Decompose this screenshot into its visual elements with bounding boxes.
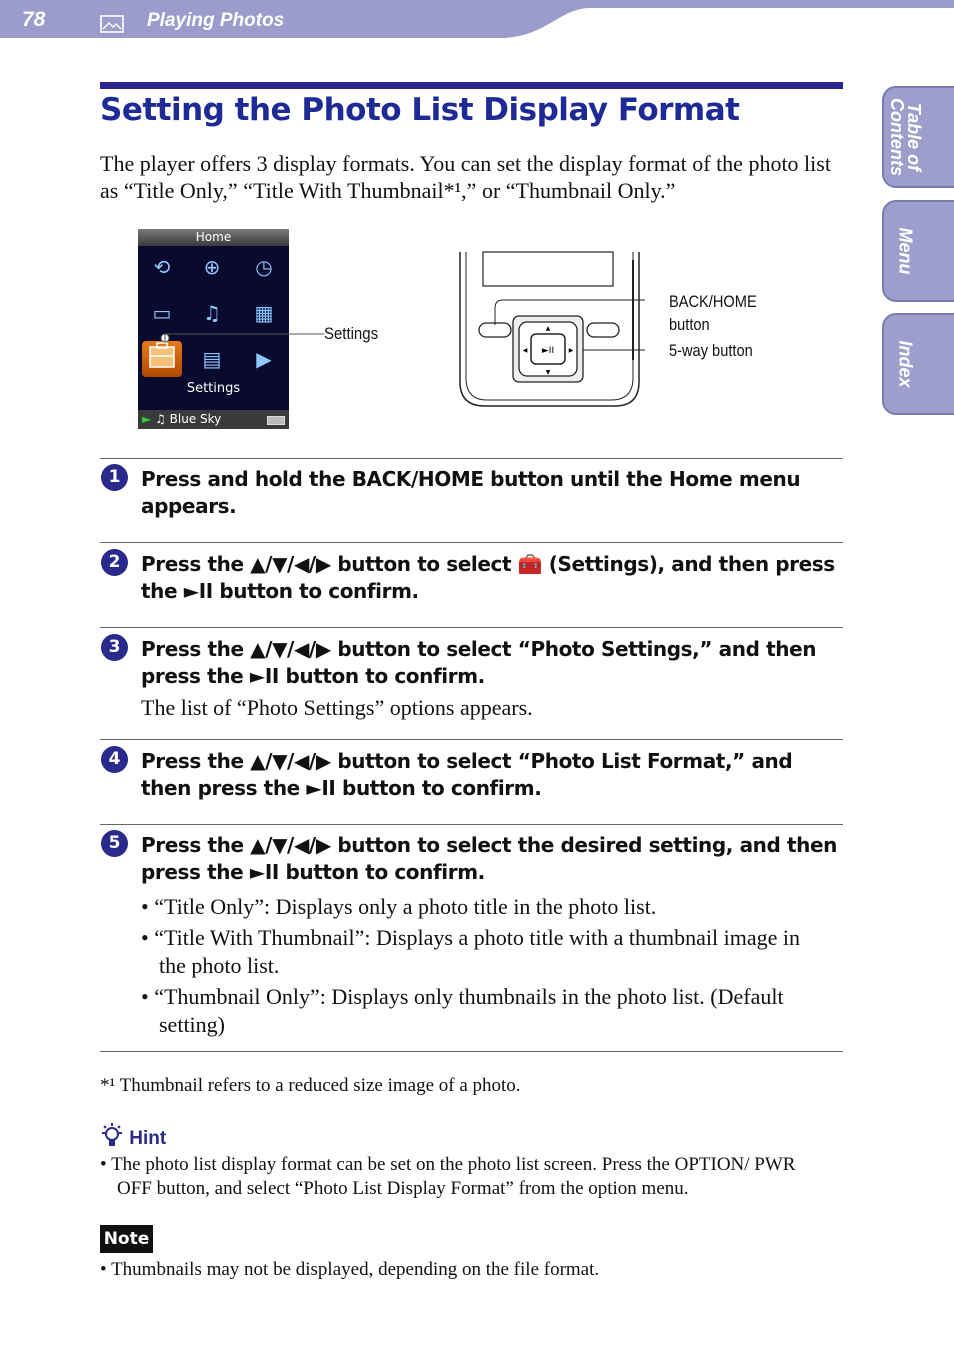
search-icon: ⊕ xyxy=(203,255,221,279)
callout-line-2: button xyxy=(669,315,710,334)
page-number: 78 xyxy=(22,8,46,31)
battery-icon xyxy=(267,416,285,425)
option-title-with-thumbnail: “Title With Thumbnail”: Displays a photo title with a thumbnail image in the photo list. xyxy=(154,925,801,978)
step-number-4: 4 xyxy=(101,746,128,773)
step-divider xyxy=(100,739,843,740)
music-icon: ♫ xyxy=(203,301,221,325)
tab-label: Menu xyxy=(895,227,916,275)
step-number-3: 3 xyxy=(101,634,128,661)
note-text: • Thumbnails may not be displayed, depending on the file format. xyxy=(100,1259,600,1280)
step-1-instruction: Press and hold the BACK/HOME button until the Home menu appears. xyxy=(141,467,801,518)
tab-menu[interactable] xyxy=(882,200,954,302)
video-icon: ▦ xyxy=(254,301,274,325)
step-divider xyxy=(100,627,843,628)
tab-label: Table of Contents xyxy=(887,98,924,176)
tab-index[interactable] xyxy=(882,313,954,415)
music-note-icon: ♫ xyxy=(155,412,166,426)
step-2-instruction: Press the ▲/▼/◀/▶ button to select 🧰 (Settings), and then press the ►II button to confirm. xyxy=(141,552,835,603)
settings-callout-label: Settings xyxy=(324,324,379,343)
clock-icon: ◷ xyxy=(255,255,273,279)
tab-label: Index xyxy=(895,340,916,388)
page-title: Setting the Photo List Display Format xyxy=(100,92,740,128)
header-band xyxy=(0,0,954,40)
footnote: *¹ Thumbnail refers to a reduced size image of a photo. xyxy=(100,1075,521,1096)
intro-paragraph: The player offers 3 display formats. You can set the display format of the photo list as “Title Only,” “Title With Thumbnail*¹,” or “Thumbnail Only.” xyxy=(100,151,831,203)
now-playing-icon: ▶ xyxy=(256,347,272,371)
step-divider xyxy=(100,458,843,459)
step-number-5: 5 xyxy=(101,830,128,857)
hint-label: Hint xyxy=(129,1128,167,1149)
shuffle-icon: ⟲ xyxy=(153,255,171,279)
note-badge: Note xyxy=(100,1225,153,1253)
svg-text:▶: ▶ xyxy=(568,347,574,354)
hint-heading xyxy=(100,1122,166,1150)
note-body: Thumbnails may not be displayed, depending on the file format. xyxy=(111,1259,600,1280)
step-divider xyxy=(100,542,843,543)
step-5-options-list xyxy=(141,893,831,1039)
svg-text:▲: ▲ xyxy=(545,325,551,332)
step-number-2: 2 xyxy=(101,549,128,576)
callout-line-1: BACK/HOME xyxy=(669,292,757,311)
svg-text:◀: ◀ xyxy=(522,347,528,354)
track-title: Blue Sky xyxy=(169,412,222,426)
lightbulb-icon xyxy=(100,1122,124,1150)
svg-text:▼: ▼ xyxy=(545,369,551,376)
hint-body: The photo list display format can be set on the photo list screen. Press the OPTION/ PWR OFF button, and select “Photo List Display Format” from the option menu. xyxy=(111,1154,796,1199)
screen-status-bar xyxy=(138,410,289,429)
page-header xyxy=(0,0,954,40)
step-3-result: The list of “Photo Settings” options appears. xyxy=(141,695,533,720)
step-divider xyxy=(100,824,843,825)
step-4-instruction: Press the ▲/▼/◀/▶ button to select “Photo List Format,” and then press the ►II button to confirm. xyxy=(141,749,793,800)
screen-header: Home xyxy=(138,229,289,246)
list-item: • “Thumbnail Only”: Displays only thumbnails in the photo list. (Default setting) xyxy=(141,984,784,1037)
step-5-instruction: Press the ▲/▼/◀/▶ button to select the desired setting, and then press the ►II button to confirm. xyxy=(141,833,837,884)
five-way-callout: 5-way button xyxy=(669,341,753,360)
list-item: • “Title Only”: Displays only a photo title in the photo list. xyxy=(141,894,657,919)
svg-text:►II: ►II xyxy=(541,346,555,356)
title-rule xyxy=(100,82,843,89)
step-3-instruction: Press the ▲/▼/◀/▶ button to select “Photo Settings,” and then press the ►II button to confirm. xyxy=(141,637,817,688)
hint-text: • The photo list display format can be set on the photo list screen. Press the OPTION/ PWR OFF button, and select “Photo List Display Format” from the option menu. xyxy=(100,1154,796,1199)
option-title-only: “Title Only”: Displays only a photo title in the photo list. xyxy=(154,894,657,919)
list-item: • “Title With Thumbnail”: Displays a photo title with a thumbnail image in the photo list. xyxy=(141,925,801,978)
photo-icon: ▭ xyxy=(152,301,172,325)
settings-callout-line xyxy=(140,328,326,348)
selected-item-label: Settings xyxy=(186,381,241,396)
section-title: Playing Photos xyxy=(147,10,285,31)
back-home-callout xyxy=(669,290,757,336)
step-divider xyxy=(100,1051,843,1052)
document-icon: ▤ xyxy=(202,347,222,371)
tab-table-of-contents[interactable] xyxy=(882,86,954,188)
step-number-1: 1 xyxy=(101,464,128,491)
photo-icon xyxy=(100,15,124,33)
player-illustration xyxy=(455,250,645,410)
play-indicator-icon: ► xyxy=(142,412,152,426)
option-thumbnail-only: “Thumbnail Only”: Displays only thumbnails in the photo list. (Default setting) xyxy=(154,984,784,1037)
